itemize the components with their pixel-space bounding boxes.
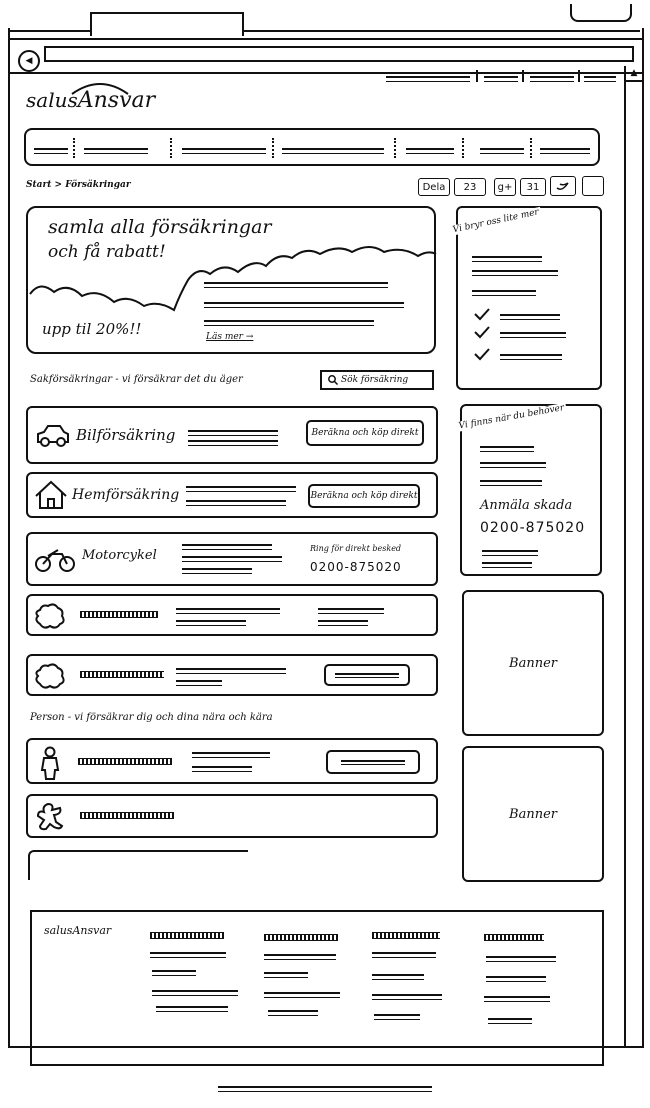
person-icon (38, 746, 62, 780)
status-bar-line (218, 1086, 432, 1092)
banner-2[interactable] (462, 746, 604, 882)
product-card-placeholder-1[interactable] (26, 594, 438, 636)
why-us-box (451, 206, 602, 390)
twitter-button[interactable] (550, 176, 576, 196)
person-card-3[interactable] (28, 850, 248, 880)
placeholder-icon (34, 602, 66, 630)
breadcrumb-home[interactable]: Start (26, 180, 52, 190)
banner-1[interactable] (462, 590, 604, 736)
logo-text-ansvar: Ansvar (77, 88, 156, 113)
nav-item-2[interactable] (84, 148, 148, 154)
person-card-2[interactable] (26, 794, 438, 838)
breadcrumb-current: Försäkringar (65, 180, 131, 190)
search-icon (328, 375, 338, 385)
share-label[interactable]: Dela (418, 178, 450, 196)
check-icon (474, 308, 490, 320)
why-us-title: Vi bryr oss lite mer (451, 207, 540, 236)
check-icon (474, 348, 490, 360)
share-count-2: 31 (520, 178, 546, 196)
scroll-up-icon[interactable]: ▲ (630, 68, 638, 78)
motorcycle-icon (34, 546, 76, 574)
hero-title-line1: samla alla försäkringar (48, 216, 272, 238)
browser-corner-right (570, 4, 632, 22)
search-placeholder: Sök försäkring (341, 375, 409, 385)
car-icon (34, 422, 70, 448)
back-arrow-icon: ◀ (25, 56, 33, 66)
banner-1-label: Banner (509, 655, 557, 671)
breadcrumb-separator: > (54, 180, 63, 190)
scrollbar[interactable] (624, 66, 642, 1046)
address-bar[interactable] (44, 46, 634, 62)
motorcykel-note: Ring för direkt besked (310, 544, 402, 553)
nav-item-7[interactable] (540, 148, 590, 154)
nav-item-1[interactable] (34, 148, 68, 154)
footer-logo-ansvar: Ansvar (72, 924, 112, 937)
placeholder-button[interactable] (324, 664, 410, 686)
hero-banner[interactable] (26, 206, 436, 354)
share-extra[interactable] (582, 176, 604, 196)
footer (30, 910, 604, 1066)
nav-item-4[interactable] (282, 148, 384, 154)
product-name-motorcykel: Motorcykel (82, 548, 157, 563)
product-card-bil[interactable] (26, 406, 438, 464)
contact-box (457, 403, 602, 576)
hero-read-more-link[interactable]: Läs mer → (206, 332, 254, 342)
search-input[interactable] (320, 370, 434, 390)
placeholder-icon (34, 662, 66, 690)
check-icon (474, 326, 490, 338)
buy-button-bil[interactable]: Beräkna och köp direkt (306, 420, 424, 446)
twitter-icon (556, 181, 570, 191)
child-icon (36, 802, 64, 832)
report-damage-label[interactable]: Anmäla skada (480, 498, 573, 513)
product-card-hem[interactable] (26, 472, 438, 518)
browser-bottom-edge (8, 1046, 644, 1048)
footer-logo-salus: salus (44, 924, 73, 937)
main-navigation (24, 128, 600, 166)
product-card-placeholder-2[interactable] (26, 654, 438, 696)
hero-title-line2: och få rabatt! (48, 242, 166, 262)
person-button[interactable] (326, 750, 420, 774)
nav-item-6[interactable] (480, 148, 524, 154)
share-count-1: 23 (454, 178, 486, 196)
nav-item-5[interactable] (406, 148, 454, 154)
buy-button-hem[interactable]: Beräkna och köp direkt (308, 484, 420, 508)
hero-discount: upp til 20%!! (42, 320, 142, 338)
breadcrumb (26, 180, 131, 190)
person-card-1[interactable] (26, 738, 438, 784)
back-button[interactable] (18, 50, 40, 72)
contact-title: Vi finns när du behöver (457, 403, 566, 432)
product-card-motorcykel[interactable] (26, 532, 438, 586)
motorcykel-phone[interactable]: 0200-875020 (310, 560, 402, 574)
product-name-bil: Bilförsäkring (76, 426, 176, 444)
contact-phone[interactable]: 0200-875020 (480, 520, 586, 536)
logo-text-salus: salus (26, 88, 78, 112)
house-icon (34, 480, 68, 510)
sak-heading: Sakförsäkringar - vi försäkrar det du äger (30, 374, 243, 385)
logo-arc (70, 80, 130, 96)
gplus-button[interactable]: g+ (494, 178, 516, 196)
nav-item-3[interactable] (182, 148, 266, 154)
person-heading: Person - vi försäkrar dig och dina nära och kära (30, 712, 273, 723)
product-name-hem: Hemförsäkring (72, 487, 180, 503)
footer-logo[interactable] (44, 924, 111, 937)
banner-2-label: Banner (509, 806, 557, 822)
